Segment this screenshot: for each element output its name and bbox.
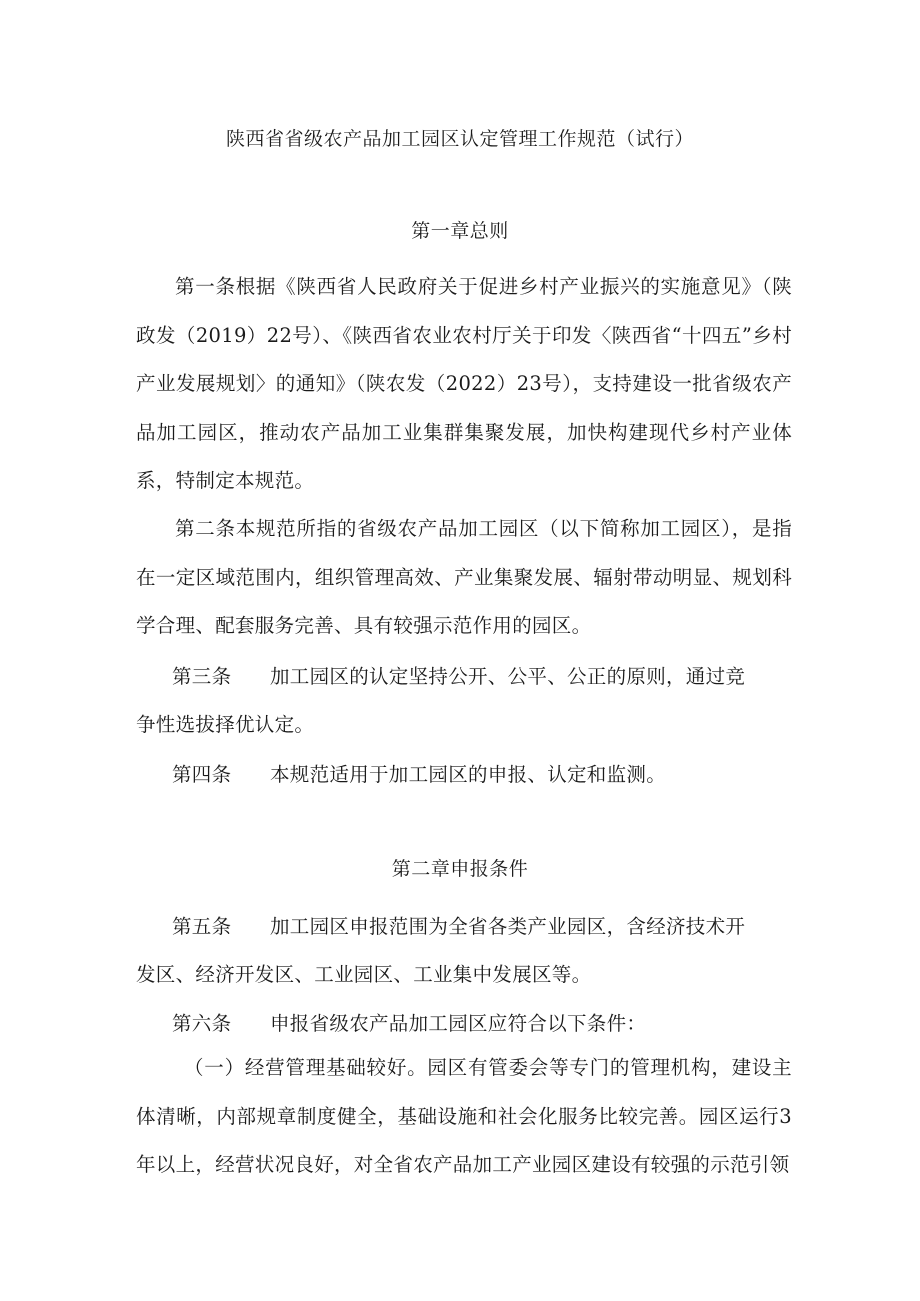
article-5-line-1 <box>172 911 745 939</box>
article-6-text: 申报省级农产品加工园区应符合以下条件： <box>270 1012 647 1035</box>
article-4-line <box>172 759 666 787</box>
document-title: 陕西省省级农产品加工园区认定管理工作规范（试行） <box>225 128 694 150</box>
chapter-2-heading: 第二章申报条件 <box>391 858 529 880</box>
chapter-1-heading: 第一章总则 <box>411 220 509 242</box>
article-1-paragraph: 第一条根据《陕西省人民政府关于促进乡村产业振兴的实施意见》（陕政发（2019）22号）、《陕西省农业农村厅关于印发〈陕西省“十四五”乡村产业发展规划〉的通知》（陕农发（2022）23号），支持建设一批省级农产品加工园区，推动农产品加工业集群集聚发展，加快构建现代乡村产业体系，特制定本规范。 <box>136 275 792 492</box>
article-4-label: 第四条 <box>172 763 232 786</box>
article-5-text: 加工园区申报范围为全省各类产业园区，含经济技术开 <box>270 915 746 938</box>
article-6-line <box>172 1008 646 1036</box>
article-5-label: 第五条 <box>172 915 232 938</box>
article-3-label: 第三条 <box>172 665 232 688</box>
article-2-paragraph: 第二条本规范所指的省级农产品加工园区（以下简称加工园区），是指在一定区域范围内，组织管理高效、产业集聚发展、辐射带动明显、规划科学合理、配套服务完善、具有较强示范作用的园区。 <box>136 517 792 637</box>
article-4-text: 本规范适用于加工园区的申报、认定和监测。 <box>270 763 667 786</box>
article-3-line-2: 争性选拔择优认定。 <box>136 713 315 736</box>
item-1-paragraph: （一）经营管理基础较好。园区有管委会等专门的管理机构，建设主体清晰，内部规章制度健全，基础设施和社会化服务比较完善。园区运行3年以上，经营状况良好，对全省农产品加工产业园区建设有较强的示范引领 <box>136 1056 792 1176</box>
article-3-text: 加工园区的认定坚持公开、公平、公正的原则，通过竞 <box>270 665 746 688</box>
article-3-line-1 <box>172 661 745 689</box>
article-5-line-2: 发区、经济开发区、工业园区、工业集中发展区等。 <box>136 963 592 986</box>
article-6-label: 第六条 <box>172 1012 232 1035</box>
